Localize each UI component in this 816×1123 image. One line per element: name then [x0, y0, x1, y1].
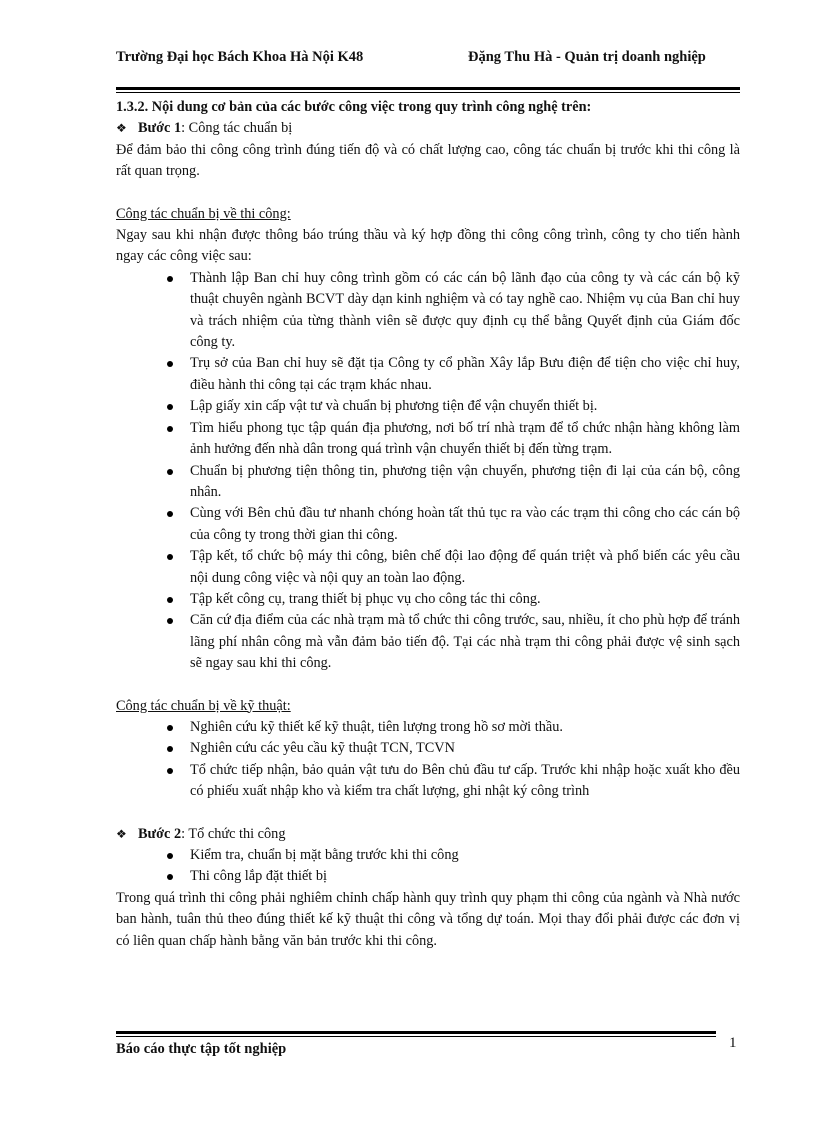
bullet-icon: [167, 768, 173, 774]
diamond-bullet-icon: ❖: [116, 121, 127, 136]
list-item: Trụ sở của Ban chỉ huy sẽ đặt tịa Công ty cổ phần Xây lắp Bưu điện để tiện cho việc chỉ huy, điều hành thi công tại các trạm khác nhau.: [116, 353, 740, 396]
bullet-icon: [167, 874, 173, 880]
list-item: Nghiên cứu các yêu cầu kỹ thuật TCN, TCVN: [116, 738, 740, 759]
footer-rule-thin: [116, 1036, 716, 1037]
bullet-icon: [167, 746, 173, 752]
prep-technical-heading: Công tác chuẩn bị về kỹ thuật:: [116, 697, 291, 714]
list-item: Tổ chức tiếp nhận, bảo quản vật tưu do Bên chủ đầu tư cấp. Trước khi nhập hoặc xuất kho đều có phiếu xuất nhập kho và kiểm tra chất lượng, ghi nhật ký công trình: [116, 760, 740, 803]
list-item: Thi công lắp đặt thiết bị: [116, 866, 740, 887]
bullet-icon: [167, 426, 173, 432]
bullet-icon: [167, 597, 173, 603]
list-item: Cùng với Bên chủ đầu tư nhanh chóng hoàn tất thủ tục ra vào các trạm thi công cho các cán bộ của công ty trong thời gian thi công.: [116, 503, 740, 546]
list-item: Căn cứ địa điểm của các nhà trạm mà tổ chức thi công trước, sau, nhiều, ít cho phù hợp để tránh lãng phí nhân công mà vẫn đảm bảo tiến độ. Tại các nhà trạm thi công phải được vệ sinh sạch sẽ ngay sau khi thi công.: [116, 610, 740, 674]
bullet-icon: [167, 469, 173, 475]
list-item: Tìm hiểu phong tục tập quán địa phương, nơi bố trí nhà trạm để tổ chức nhận hàng không làm ảnh hưởng đến nhà dân trong quá trình vận chuyển thiết bị đến từng trạm.: [116, 418, 740, 461]
bullet-icon: [167, 404, 173, 410]
step-1-text: : Công tác chuẩn bị: [181, 120, 293, 137]
diamond-bullet-icon: ❖: [116, 826, 127, 841]
bullet-icon: [167, 511, 173, 517]
prep-construction-list: [116, 268, 740, 675]
list-item: Thành lập Ban chỉ huy công trình gồm có các cán bộ lãnh đạo của công ty và các cán bộ kỹ thuật chuyên ngành BCVT dày dạn kinh nghiệm và có tay nghề cao. Nhiệm vụ của Ban chỉ huy và trách nhiệm của từng thành viên sẽ được quy định cụ thể bằng Quyết định của Giám đốc công ty.: [116, 268, 740, 354]
footer-title: Báo cáo thực tập tốt nghiệp: [116, 1041, 287, 1057]
step-2-label: Bước 2: [138, 825, 182, 842]
header-author: Đặng Thu Hà - Quản trị doanh nghiệp: [468, 49, 706, 65]
bullet-icon: [167, 618, 173, 624]
list-item: Lập giấy xin cấp vật tư và chuẩn bị phương tiện để vận chuyển thiết bị.: [116, 396, 740, 417]
step-2-heading: [116, 824, 740, 845]
header-university: Trường Đại học Bách Khoa Hà Nội K48: [116, 49, 364, 65]
prep-construction-intro: Ngay sau khi nhận được thông báo trúng thầu và ký hợp đồng thi công công trình, công ty cho tiến hành ngay các công việc sau:: [116, 227, 740, 265]
bullet-icon: [167, 554, 173, 560]
bullet-icon: [167, 725, 173, 731]
list-item: Nghiên cứu kỹ thiết kế kỹ thuật, tiên lượng trong hồ sơ mời thầu.: [116, 717, 740, 738]
bullet-icon: [167, 361, 173, 367]
step-1-intro: Để đảm bảo thi công công trình đúng tiến độ và có chất lượng cao, công tác chuẩn bị trước khi thi công là rất quan trọng.: [116, 141, 740, 180]
prep-construction-heading: Công tác chuẩn bị về thi công:: [116, 205, 291, 222]
step-1-label: Bước 1: [138, 120, 182, 137]
list-item: Kiểm tra, chuẩn bị mặt bằng trước khi thi công: [116, 845, 740, 866]
step-2-list: [116, 845, 740, 888]
list-item: Tập kết công cụ, trang thiết bị phục vụ cho công tác thi công.: [116, 589, 740, 610]
footer-rule-thick: [116, 1031, 716, 1034]
prep-technical-list: [116, 717, 740, 803]
step-2-paragraph: Trong quá trình thi công phải nghiêm chỉnh chấp hành quy trình quy phạm thi công của ngành và Nhà nước ban hành, tuân thủ theo đúng thiết kế kỹ thuật thi công và tổng dự toán. Mọi thay đổi phải được các đơn vị có liên quan chấp hành bằng văn bản trước khi thi công.: [116, 889, 740, 949]
page-number: 1: [729, 1035, 737, 1051]
bullet-icon: [167, 276, 173, 282]
header-rule-thin: [116, 92, 740, 93]
bullet-icon: [167, 853, 173, 859]
list-item: Chuẩn bị phương tiện thông tin, phương tiện vận chuyển, phương tiện đi lại của cán bộ, công nhân.: [116, 461, 740, 504]
header-rule-thick: [116, 87, 740, 90]
section-title: 1.3.2. Nội dung cơ bản của các bước công việc trong quy trình công nghệ trên:: [116, 99, 592, 115]
document-body: [116, 97, 740, 952]
step-1-heading: [116, 118, 740, 139]
list-item: Tập kết, tổ chức bộ máy thi công, biên chế đội lao động để quán triệt và phổ biến các yêu cầu nội dung công việc và nội quy an toàn lao động.: [116, 546, 740, 589]
step-2-text: : Tổ chức thi công: [181, 825, 286, 842]
